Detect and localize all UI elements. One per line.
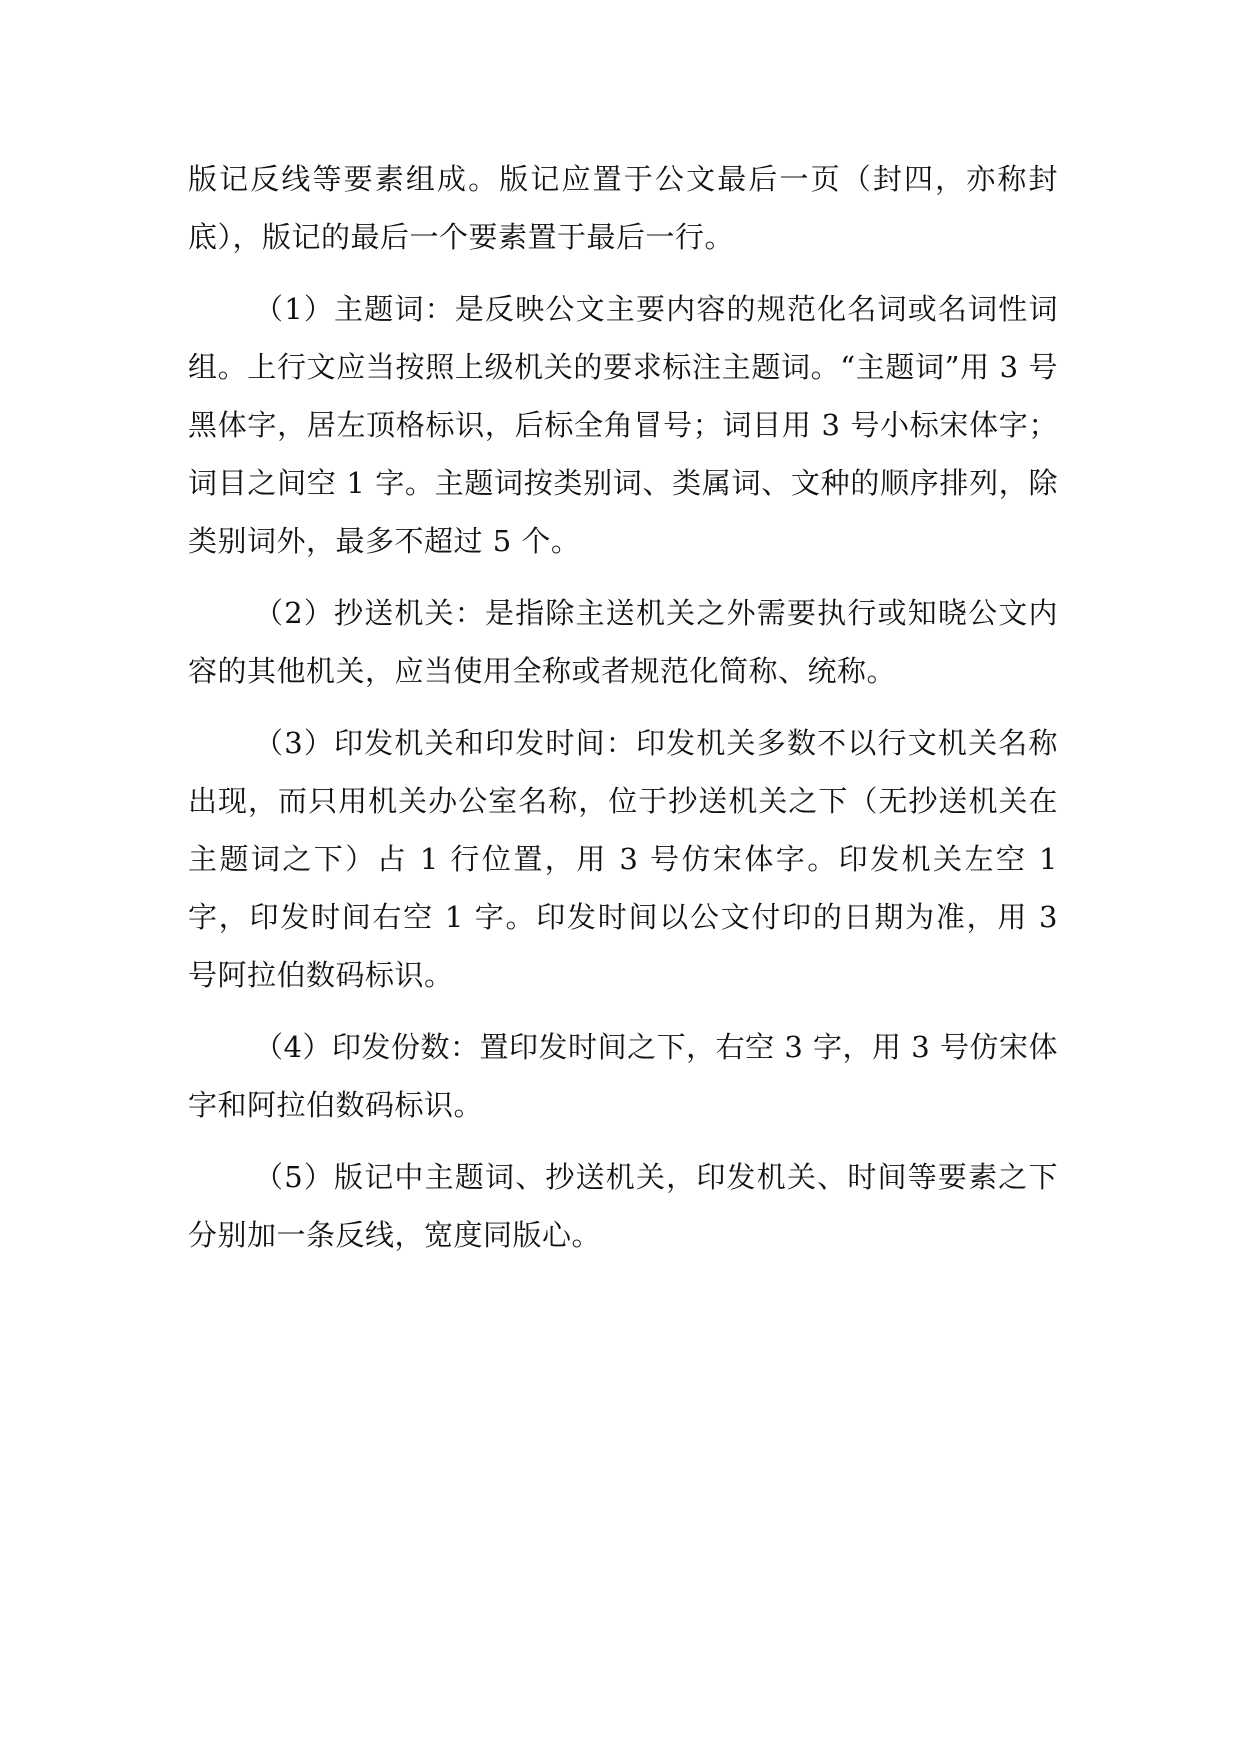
- paragraph-copy-count: （4）印发份数：置印发时间之下，右空 3 字，用 3 号仿宋体字和阿拉伯数码标识。: [188, 1030, 1058, 1122]
- paragraph-continuation: 版记反线等要素组成。版记应置于公文最后一页（封四，亦称封底），版记的最后一个要素置于最后一行。: [188, 162, 1058, 254]
- paragraph-separator-lines: （5）版记中主题词、抄送机关，印发机关、时间等要素之下分别加一条反线，宽度同版心。: [188, 1160, 1058, 1252]
- paragraph-issuing-organ-date: （3）印发机关和印发时间：印发机关多数不以行文机关名称出现，而只用机关办公室名称，位于抄送机关之下（无抄送机关在主题词之下）占 1 行位置，用 3 号仿宋体字。印发机关左空 1 字，印发时间右空 1 字。印发时间以公文付印的日期为准，用 3 号阿拉伯数码标识。: [188, 726, 1058, 992]
- paragraph-subject-words: （1）主题词：是反映公文主要内容的规范化名词或名词性词组。上行文应当按照上级机关的要求标注主题词。“主题词”用 3 号黑体字，居左顶格标识，后标全角冒号；词目用 3 号小标宋体字；词目之间空 1 字。主题词按类别词、类属词、文种的顺序排列，除类别词外，最多不超过 5 个。: [188, 292, 1058, 558]
- paragraph-cc-organs: （2）抄送机关：是指除主送机关之外需要执行或知晓公文内容的其他机关，应当使用全称或者规范化简称、统称。: [188, 596, 1058, 688]
- document-body: [188, 150, 1058, 1278]
